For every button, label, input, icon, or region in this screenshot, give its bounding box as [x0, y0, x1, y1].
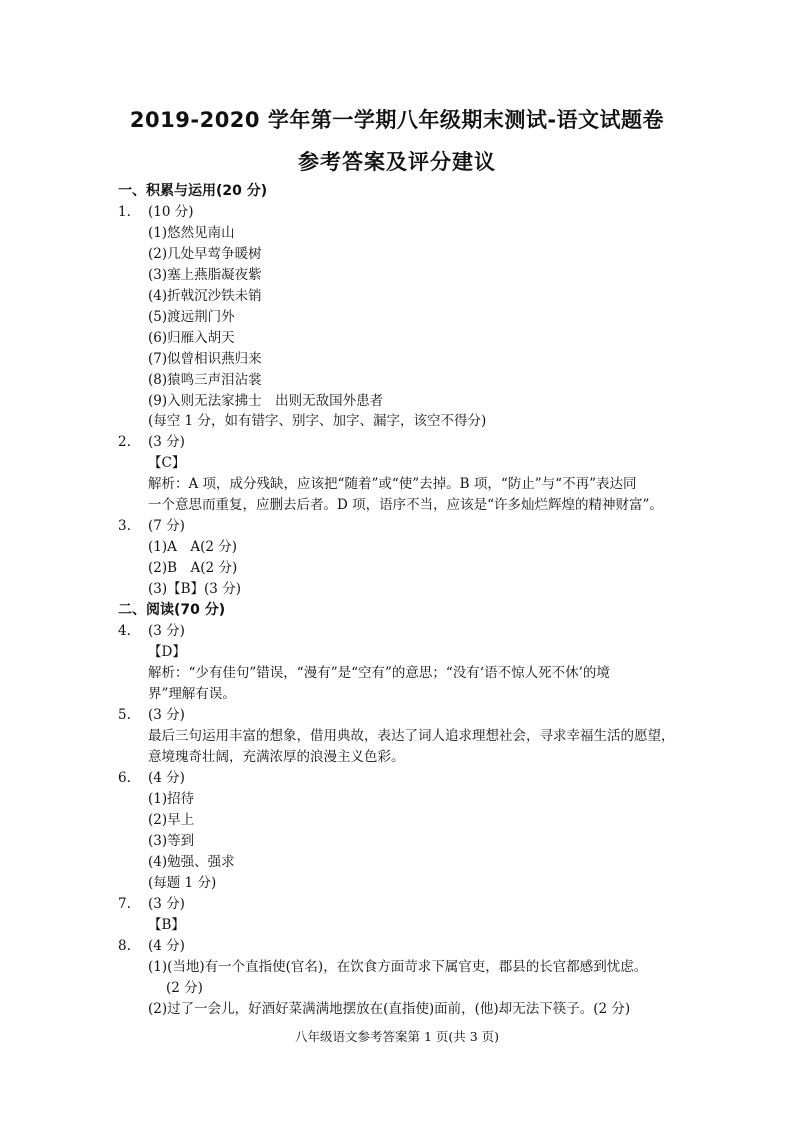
answer-line: (1)(当地)有一个直指使(官名)，在饮食方面苛求下属官吏，郡县的长官都感到忧虑。 [148, 959, 648, 975]
answer-line: (8)猿鸣三声泪沾裳 [148, 372, 262, 388]
answer-choice: 【C】 [148, 455, 186, 471]
answer-line: (1)招待 [148, 791, 195, 807]
answer-line: (6)归雁入胡天 [148, 330, 235, 346]
answer-line: (4 分) [148, 770, 185, 786]
document-subtitle: 参考答案及评分建议 [298, 150, 496, 174]
answer-choice: 【D】 [148, 644, 186, 660]
answer-line: (2)早上 [148, 812, 195, 828]
question-number: 6. [118, 770, 131, 786]
answer-line: (3)【B】(3 分) [148, 581, 241, 597]
answer-line: (9)入则无法家拂士 出则无敌国外患者 [148, 393, 384, 409]
analysis-line: 解析：A 项，成分残缺，应该把“随着”或“使”去掉。B 项，“防止”与“不再”表达同 [148, 476, 637, 492]
question-number: 3. [118, 518, 131, 534]
question-number: 5. [118, 707, 131, 723]
question-number: 1. [118, 204, 131, 220]
answer-line: (3)等到 [148, 833, 195, 849]
answer-line: (4)勉强、强求 [148, 854, 235, 870]
question-number: 7. [118, 896, 131, 912]
question-number: 4. [118, 623, 131, 639]
document-title: 2019-2020 学年第一学期八年级期末测试-语文试题卷 [129, 108, 665, 132]
answer-line: (4)折戟沉沙铁未销 [148, 288, 262, 304]
answer-line: (7)似曾相识燕归来 [148, 351, 262, 367]
answer-line: (4 分) [148, 938, 185, 954]
answer-line: (3 分) [148, 707, 185, 723]
answer-line: (10 分) [148, 204, 194, 220]
question-number: 8. [118, 938, 131, 954]
scoring-note: (每空 1 分，如有错字、别字、加字、漏字，该空不得分) [148, 413, 487, 429]
scoring-note: (每题 1 分) [148, 875, 217, 891]
analysis-line: 界”理解有误。 [148, 686, 236, 702]
analysis-line: 一个意思而重复，应删去后者。D 项，语序不当，应该是“许多灿烂辉煌的精神财富”。 [148, 497, 663, 513]
answer-line: (2)几处早莺争暖树 [148, 246, 262, 262]
page-footer: 八年级语文参考答案第 1 页(共 3 页) [294, 1029, 500, 1044]
answer-line: (3)塞上燕脂凝夜紫 [148, 267, 262, 283]
answer-line: (2)B A(2 分) [148, 560, 238, 576]
answer-choice: 【B】 [148, 917, 185, 933]
answer-line: (1)悠然见南山 [148, 225, 235, 241]
answer-line: (2)过了一会儿，好酒好菜满满地摆放在(直指使)面前，(他)却无法下筷子。(2 分) [148, 1001, 631, 1017]
answer-line: 意境瑰奇壮阔，充满浓厚的浪漫主义色彩。 [148, 749, 405, 765]
question-number: 2. [118, 434, 131, 450]
answer-line: (1)A A(2 分) [148, 539, 238, 555]
answer-line: (2 分) [166, 980, 203, 996]
answer-line: (3 分) [148, 896, 185, 912]
answer-line: 最后三句运用丰富的想象，借用典故，表达了词人追求理想社会，寻求幸福生活的愿望， [148, 728, 675, 744]
answer-line: (7 分) [148, 518, 185, 534]
answer-line: (5)渡远荆门外 [148, 309, 235, 325]
answer-line: (3 分) [148, 623, 185, 639]
analysis-line: 解析：“少有佳句”错误，“漫有”是“空有”的意思；“没有‘语不惊人死不休’的境 [148, 665, 610, 681]
answer-line: (3 分) [148, 434, 185, 450]
section-heading: 二、阅读(70 分) [118, 602, 226, 618]
section-heading: 一、积累与运用(20 分) [118, 183, 268, 199]
